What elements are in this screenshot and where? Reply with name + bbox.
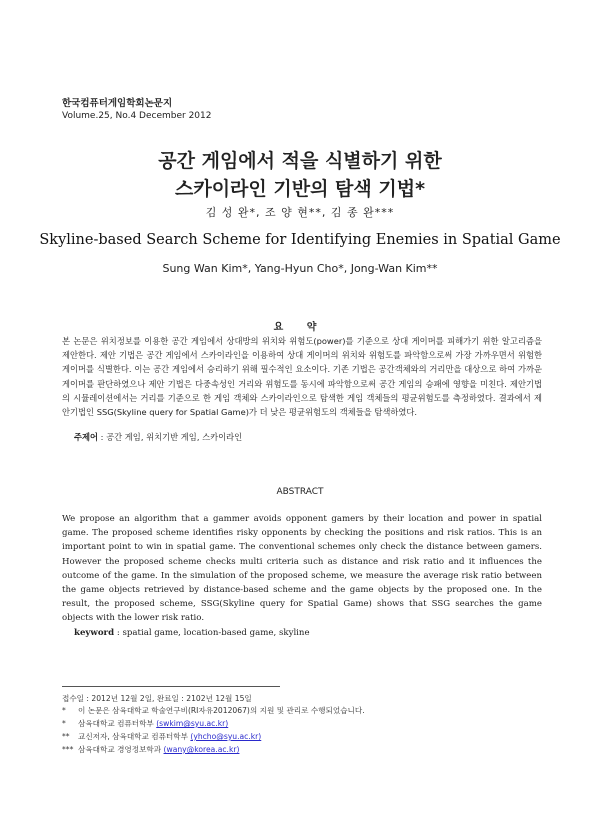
footnote-mark: * — [62, 719, 66, 728]
footnote-funding — [62, 705, 365, 716]
keywords-en — [74, 628, 310, 638]
footnote-text: 교신저자, 삼육대학교 컴퓨터학부 — [78, 732, 191, 741]
footnote-author-3 — [62, 744, 239, 755]
journal-issue: Volume.25, No.4 December 2012 — [62, 111, 212, 121]
journal-header — [62, 98, 211, 122]
title-en: Skyline-based Search Scheme for Identifying Enemies in Spatial Game — [39, 232, 561, 248]
footnote-author-1 — [62, 718, 228, 729]
keywords-kr-label: 주제어 — [74, 432, 99, 442]
abstract-kr-body: 본 논문은 위치정보를 이용한 공간 게임에서 상대방의 위치와 위험도(power)를 기준으로 상대 게이머를 피해가기 위한 알고리즘을 제안한다. 제안 기법은 공간 게임에서 스카이라인을 이용하여 상대 게이머의 위치와 위험도를 파악함으로써 가장 가까우면서 위험한 게이머를 식별한다. 이는 공간 게임에서 승리하기 위해 필수적인 요소이다. 기존 기법은 공간객체와의 거리만을 대상으로 하여 가까운 게이머를 판단하였으나 제안 기법은 다중속성인 거리와 위험도를 동시에 파악함으로써 공간 게임의 승패에 영향을 미친다. 제안기법의 시뮬레이션에서는 거리를 기준으로 한 게임 객체와 스카이라인으로 탐색한 게임 객체들의 평균위험도를 측정하였다. 결과에서 제안기법인 SSG(Skyline query for Spatial Game)가 더 낮은 평균위험도의 객체들을 탐색하였다. — [62, 336, 542, 418]
footnote-text: 삼육대학교 컴퓨터학부 — [78, 719, 157, 728]
title-kr-line2: 스카이라인 기반의 탐색 기법* — [174, 178, 426, 200]
author-1-email-link[interactable]: (swkim@syu.ac.kr) — [156, 719, 229, 728]
footnote-text: 이 논문은 삼육대학교 학술연구비(RI자유2012067)의 지원 및 관리로 수행되었습니다. — [78, 706, 365, 715]
title-kr-line1: 공간 게임에서 적을 식별하기 위한 — [158, 150, 442, 172]
keywords-kr — [74, 431, 242, 443]
author-2-email-link[interactable]: (yhcho@syu.ac.kr) — [190, 732, 262, 741]
footnote-mark: * — [62, 706, 66, 715]
journal-name: 한국컴퓨터게임학회논문지 — [62, 98, 173, 109]
footnote-mark: ** — [62, 732, 70, 741]
author-3-email-link[interactable]: (wany@korea.ac.kr) — [163, 745, 240, 754]
authors-kr: 김 성 완*, 조 양 현**, 김 종 완*** — [205, 206, 395, 219]
keywords-en-label: keyword — [74, 628, 115, 638]
keywords-en-values: : spatial game, location-based game, skyline — [114, 628, 310, 638]
footnote-mark: *** — [62, 745, 74, 754]
authors-en: Sung Wan Kim*, Yang-Hyun Cho*, Jong-Wan Kim** — [162, 262, 438, 275]
abstract-en-body: We propose an algorithm that a gammer avoids opponent gamers by their location and power in spatial game. The proposed scheme identifies risky opponents by checking the positions and risk ratios. This is an important point to win in spatial game. The conventional schemes only check the distance between gamers. However the proposed scheme checks multi criteria such as distance and risk ratio and it influences the outcome of the game. In the simulation of the proposed scheme, we measure the average risk ratio between the game objects retrieved by distance-based scheme and the game objects by the proposed one. In the result, the proposed scheme, SSG(Skyline query for Spatial Game) shows that SSG searches the game objects with the lower risk ratio. — [62, 514, 542, 624]
footnote-received: 접수일 : 2012년 12월 2일, 완료일 : 2102년 12월 15일 — [62, 694, 252, 703]
footnote-divider — [62, 686, 280, 687]
abstract-en-heading: ABSTRACT — [276, 487, 324, 497]
abstract-kr-heading: 요 약 — [273, 322, 327, 333]
footnote-author-2 — [62, 731, 261, 742]
footnote-text: 삼육대학교 경영정보학과 — [78, 745, 164, 754]
keywords-kr-values: : 공간 게임, 위치기반 게임, 스카이라인 — [98, 432, 243, 442]
